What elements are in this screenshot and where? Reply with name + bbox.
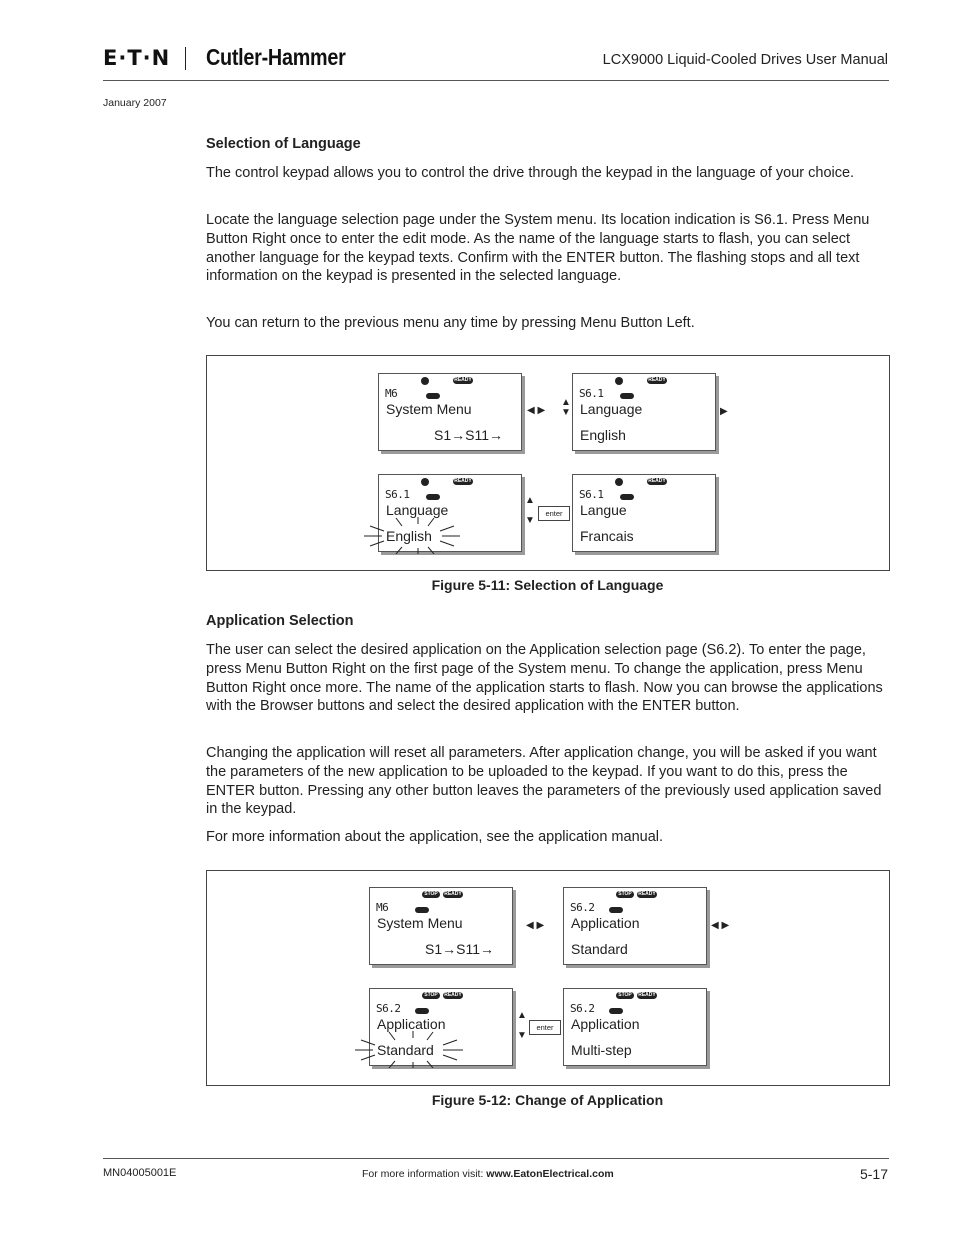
keypad-screen-application bbox=[563, 887, 707, 965]
status-indicator-icon bbox=[615, 478, 623, 486]
screen-title: System Menu bbox=[386, 401, 472, 417]
stop-badge: STOP bbox=[422, 891, 440, 898]
screen-value: Francais bbox=[580, 528, 634, 544]
header-rule bbox=[103, 80, 889, 81]
browse-up-down-arrows: ▲ ▼ bbox=[561, 397, 571, 418]
keypad-screen-system-menu bbox=[369, 887, 513, 965]
figure-caption: Figure 5-11: Selection of Language bbox=[431, 577, 664, 593]
io-term-indicator bbox=[426, 393, 440, 399]
keypad-screen-language bbox=[572, 373, 716, 451]
screen-title: Application bbox=[571, 1016, 640, 1032]
screen-title: Application bbox=[571, 915, 640, 931]
location-code: M6 bbox=[376, 901, 389, 914]
footer-website-link[interactable]: www.EatonElectrical.com bbox=[486, 1168, 614, 1180]
ready-badge: READY bbox=[444, 992, 462, 998]
io-term-indicator bbox=[620, 494, 634, 500]
screen-title: Language bbox=[386, 502, 449, 518]
footer-info-prefix: For more information visit: bbox=[362, 1168, 487, 1180]
location-code: S6.2 bbox=[570, 901, 595, 914]
keypad-screen-application-multistep bbox=[563, 988, 707, 1066]
io-term-indicator bbox=[415, 907, 429, 913]
location-code: S6.1 bbox=[579, 488, 604, 501]
figure-caption: Figure 5-12: Change of Application bbox=[431, 1092, 664, 1108]
logo-divider bbox=[185, 47, 186, 70]
screen-value-flashing: Standard bbox=[377, 1042, 434, 1058]
manual-title: LCX9000 Liquid-Cooled Drives User Manual bbox=[602, 52, 888, 68]
screen-value-flashing: English bbox=[386, 528, 432, 544]
stop-badge: STOP bbox=[616, 992, 634, 999]
io-term-indicator bbox=[620, 393, 634, 399]
status-indicator-icon bbox=[421, 478, 429, 486]
status-indicator-icon bbox=[615, 377, 623, 385]
ready-badge: READY bbox=[638, 992, 656, 998]
io-term-indicator bbox=[426, 494, 440, 500]
ready-badge: READY bbox=[638, 891, 656, 897]
ready-badge: READY bbox=[444, 891, 462, 897]
screen-title: Language bbox=[580, 401, 643, 417]
screen-value: S1→S11→ bbox=[425, 941, 494, 957]
keypad-screen-langue bbox=[572, 474, 716, 552]
menu-right-arrow: ▶ bbox=[720, 406, 728, 417]
io-term-indicator bbox=[609, 1008, 623, 1014]
paragraph: The user can select the desired application on the Application selection page (S6.2). To enter the page, press Menu Button Right on the first page of the System menu. To change the application, press Menu Button Right once more. The name of the application starts to flash. Now you can browse the applications with the Browser buttons and select the desired application with the ENTER button. bbox=[206, 642, 883, 715]
keypad-screen-system-menu bbox=[378, 373, 522, 451]
browse-up-down-arrows: ▲ ▼ bbox=[525, 495, 535, 526]
browse-left-right-arrows: ◀ ▶ bbox=[526, 920, 545, 931]
screen-value: Multi-step bbox=[571, 1042, 632, 1058]
stop-badge: STOP bbox=[422, 992, 440, 999]
ready-badge: READY bbox=[648, 377, 666, 383]
figure-change-application bbox=[206, 870, 890, 1086]
location-code: S6.2 bbox=[570, 1002, 595, 1015]
enter-key-icon: enter bbox=[529, 1020, 561, 1035]
browse-left-right-arrows: ◀ ▶ bbox=[711, 920, 730, 931]
paragraph: You can return to the previous menu any time by pressing Menu Button Left. bbox=[206, 315, 695, 331]
flash-indicator-icon bbox=[362, 514, 462, 554]
section-heading-application: Application Selection bbox=[206, 613, 354, 629]
paragraph: The control keypad allows you to control the drive through the keypad in the language of your choice. bbox=[206, 165, 855, 181]
paragraph: For more information about the application, see the application manual. bbox=[206, 829, 664, 845]
screen-value: Standard bbox=[571, 941, 628, 957]
flash-indicator-icon bbox=[353, 1028, 465, 1068]
footer-info bbox=[362, 1168, 614, 1180]
status-indicator-icon bbox=[421, 377, 429, 385]
paragraph: Locate the language selection page under the System menu. Its location indication is S6.1. Press Menu Button Right once to enter the edit mode. As the name of the language starts to flash, you can select another language for the keypad texts. Confirm with the ENTER button. The flashing stops and all text information on the keypad is presented in the selected language. bbox=[206, 212, 870, 285]
ready-badge: READY bbox=[454, 478, 472, 484]
stop-badge: STOP bbox=[616, 891, 634, 898]
io-term-indicator bbox=[609, 907, 623, 913]
io-term-indicator bbox=[415, 1008, 429, 1014]
location-code: S6.1 bbox=[385, 488, 410, 501]
enter-key-icon: enter bbox=[538, 506, 570, 521]
page-number: 5-17 bbox=[859, 1166, 888, 1182]
screen-title: Application bbox=[377, 1016, 446, 1032]
location-code: M6 bbox=[385, 387, 398, 400]
browse-left-right-arrows: ◀ ▶ bbox=[527, 405, 546, 416]
browse-up-down-arrows: ▲ ▼ bbox=[517, 1010, 527, 1041]
document-number: MN04005001E bbox=[103, 1167, 177, 1179]
screen-title: Langue bbox=[580, 502, 627, 518]
brand-name: Cutler-Hammer bbox=[206, 44, 346, 70]
screen-title: System Menu bbox=[377, 915, 463, 931]
section-heading-language: Selection of Language bbox=[206, 136, 361, 152]
publication-date: January 2007 bbox=[103, 97, 167, 109]
footer-rule bbox=[103, 1158, 889, 1159]
location-code: S6.1 bbox=[579, 387, 604, 400]
ready-badge: READY bbox=[454, 377, 472, 383]
eaton-logo: E·T·N bbox=[103, 46, 171, 70]
ready-badge: READY bbox=[648, 478, 666, 484]
location-code: S6.2 bbox=[376, 1002, 401, 1015]
screen-value: English bbox=[580, 427, 626, 443]
screen-value: S1→S11→ bbox=[434, 427, 503, 443]
figure-language-selection bbox=[206, 355, 890, 571]
paragraph: Changing the application will reset all parameters. After application change, you will be asked if you want the parameters of the new application to be uploaded to the keypad. If you want to do this, press the ENTER button. Pressing any other button leaves the parameters of the previously used application saved in the keypad. bbox=[206, 745, 882, 818]
